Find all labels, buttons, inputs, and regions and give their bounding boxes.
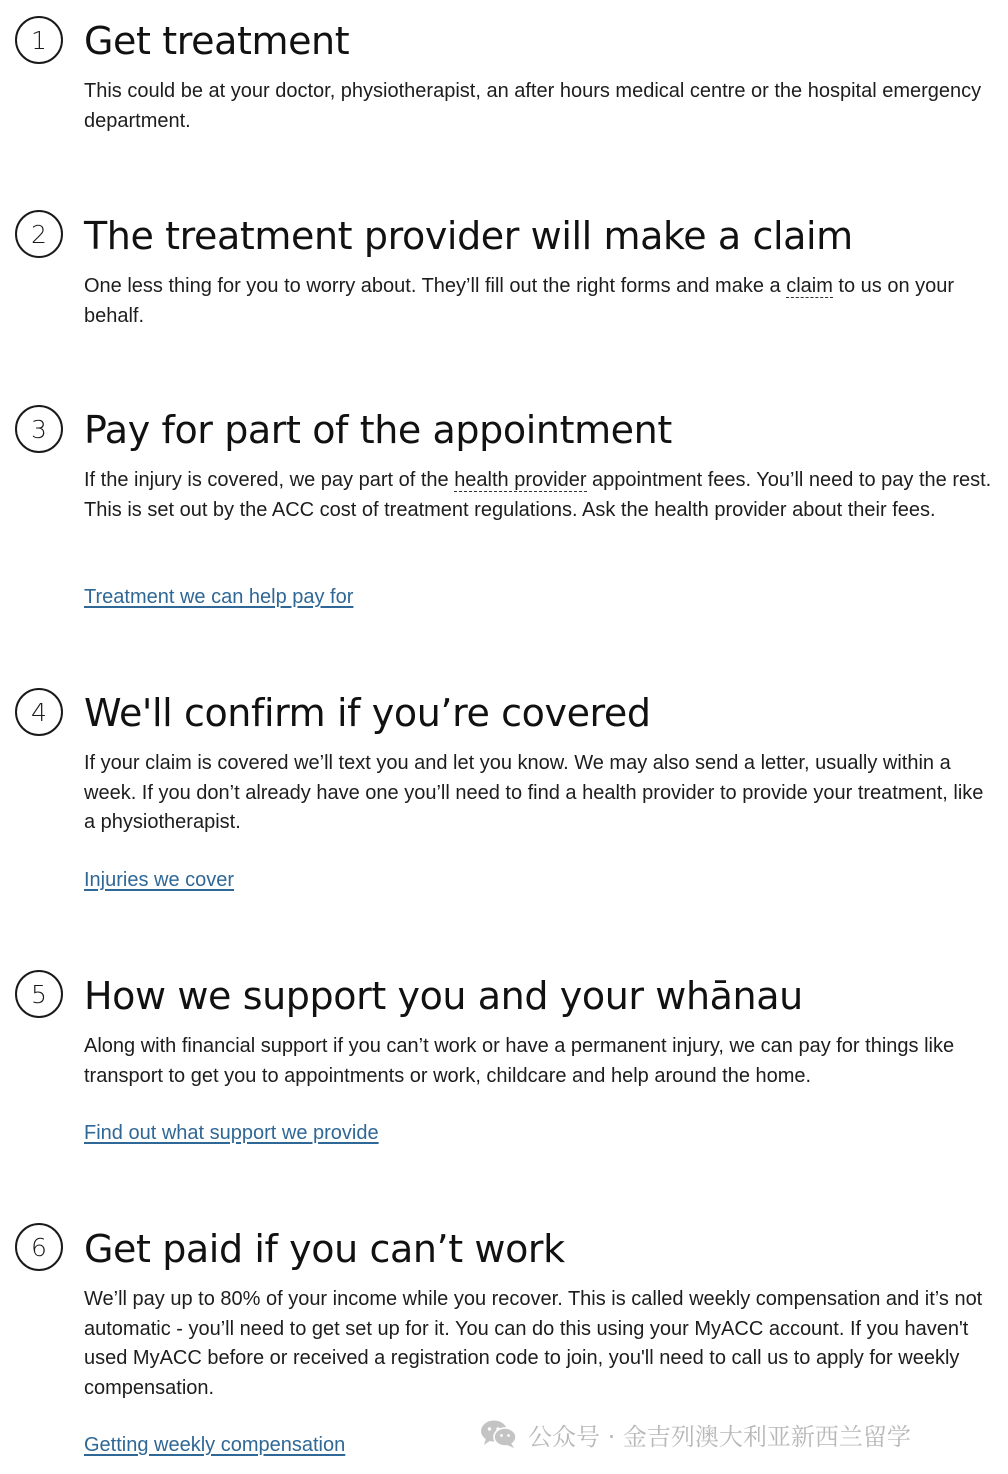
- step-description: This could be at your doctor, physiotherapist, an after hours medical centre or the hospital emergency department.: [84, 80, 982, 132]
- glossary-term-claim[interactable]: claim: [786, 275, 833, 297]
- step-number-badge: 3: [15, 405, 63, 453]
- step-title: Get paid if you can’t work: [84, 1227, 565, 1271]
- step-description: [84, 466, 998, 525]
- step-number-badge: 4: [15, 688, 63, 736]
- step-description-text: to us on your behalf.: [84, 275, 955, 327]
- step-title: The treatment provider will make a claim: [84, 214, 853, 258]
- step-title: Get treatment: [84, 19, 350, 63]
- step-description-text: appointment fees. You’ll need to pay the rest. This is set out by the ACC cost of treatment regulations. Ask the health provider about their fees.: [84, 469, 992, 521]
- getting-weekly-compensation-link[interactable]: Getting weekly compensation: [84, 1434, 346, 1456]
- wechat-watermark: [480, 1416, 911, 1452]
- step-description: Along with financial support if you can’t work or have a permanent injury, we can pay for things like transport to get you to appointments or work, childcare and help around the home.: [84, 1035, 955, 1087]
- step-title: How we support you and your whānau: [84, 974, 803, 1018]
- injuries-we-cover-link[interactable]: Injuries we cover: [84, 869, 235, 891]
- find-out-what-support-we-provide-link[interactable]: Find out what support we provide: [84, 1122, 379, 1144]
- step-title: Pay for part of the appointment: [84, 408, 672, 452]
- glossary-term-health-provider[interactable]: health provider: [454, 469, 587, 491]
- watermark-text: 公众号 · 金吉列澳大利亚新西兰留学: [528, 1422, 911, 1451]
- step-title: We'll confirm if you’re covered: [84, 691, 651, 735]
- step-description-text: If the injury is covered, we pay part of the: [84, 469, 455, 491]
- step-number-badge: 6: [15, 1223, 63, 1271]
- step-description-text: One less thing for you to worry about. They’ll fill out the right forms and make a: [84, 275, 787, 297]
- wechat-icon: [480, 1419, 518, 1449]
- step-number-badge: 1: [15, 16, 63, 64]
- step-description: [84, 272, 998, 331]
- step-number-badge: 5: [15, 970, 63, 1018]
- treatment-we-can-help-pay-for-link[interactable]: Treatment we can help pay for: [84, 586, 354, 608]
- step-number-badge: 2: [15, 210, 63, 258]
- step-description: We’ll pay up to 80% of your income while you recover. This is called weekly compensation and it’s not automatic - you’ll need to get set up for it. You can do this using your MyACC account. If you haven't used MyACC before or received a registration code to join, you'll need to call us to apply for weekly compensation.: [84, 1288, 983, 1399]
- step-description: If your claim is covered we’ll text you and let you know. We may also send a letter, usually within a week. If you don’t already have one you’ll need to find a health provider to provide your treatment, like a physiotherapist.: [84, 752, 984, 833]
